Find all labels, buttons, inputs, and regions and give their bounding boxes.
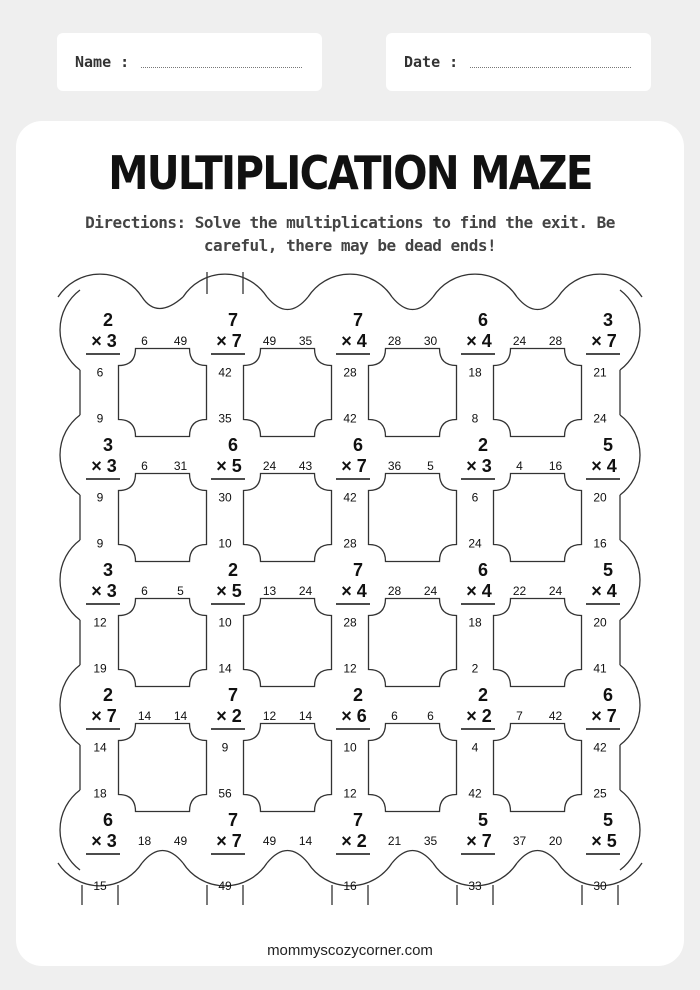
answer-option: 20 — [548, 834, 563, 848]
problem-top-number: 2 — [102, 685, 114, 705]
answer-option: 10 — [218, 615, 232, 630]
problem-multiplier: × 3 — [91, 831, 117, 851]
maze-island — [494, 349, 582, 437]
answer-option: 12 — [343, 786, 357, 801]
maze-wall-left-arc — [60, 540, 80, 620]
problem-top-number: 2 — [477, 435, 489, 455]
answer-option: 12 — [343, 661, 357, 676]
maze-island — [494, 599, 582, 687]
answer-option: 12 — [93, 615, 107, 630]
worksheet-title: MULTIPLICATION MAZE — [108, 146, 592, 200]
answer-option: 21 — [593, 365, 607, 380]
maze-wall-bottom-link — [267, 851, 308, 864]
answer-option: 42 — [343, 490, 357, 505]
problem-multiplier: × 4 — [341, 581, 367, 601]
problem-top-number: 7 — [227, 810, 239, 830]
answer-option: 21 — [387, 834, 402, 848]
problem-multiplier: × 5 — [216, 456, 242, 476]
maze-wall-left-arc — [60, 665, 80, 745]
answer-option: 14 — [173, 709, 188, 723]
maze-wall-bottom-link — [392, 851, 433, 864]
answer-option: 49 — [173, 834, 188, 848]
answer-option: 42 — [593, 740, 607, 755]
answer-option: 24 — [468, 536, 482, 551]
maze-wall-left-arc — [60, 790, 80, 870]
answer-option: 16 — [548, 459, 563, 473]
problem-top-number: 2 — [477, 685, 489, 705]
exit-answer: 49 — [218, 879, 232, 893]
answer-option: 20 — [593, 490, 607, 505]
answer-option: 24 — [512, 334, 527, 348]
maze-wall-top-arc — [58, 274, 142, 297]
answer-option: 41 — [593, 661, 607, 676]
maze-wall-top-arc — [558, 274, 642, 297]
answer-option: 18 — [468, 615, 482, 630]
answer-option: 14 — [298, 834, 313, 848]
answer-option: 43 — [298, 459, 313, 473]
exit-answer: 30 — [593, 879, 607, 893]
problem-top-number: 6 — [102, 810, 114, 830]
problem-top-number: 6 — [352, 435, 364, 455]
answer-option: 14 — [298, 709, 313, 723]
answer-option: 12 — [262, 709, 277, 723]
problem-multiplier: × 2 — [216, 706, 242, 726]
answer-option: 22 — [512, 584, 527, 598]
answer-option: 5 — [177, 584, 184, 598]
answer-option: 35 — [298, 334, 313, 348]
problem-top-number: 7 — [352, 560, 364, 580]
maze-island — [244, 474, 332, 562]
answer-option: 28 — [387, 584, 402, 598]
maze-island — [244, 599, 332, 687]
answer-option: 2 — [471, 661, 479, 676]
answer-option: 18 — [468, 365, 482, 380]
answer-option: 42 — [548, 709, 563, 723]
answer-option: 4 — [516, 459, 523, 473]
maze-wall-top-link — [392, 297, 433, 310]
answer-option: 6 — [391, 709, 398, 723]
answer-option: 6 — [96, 365, 104, 380]
answer-option: 7 — [516, 709, 523, 723]
problem-multiplier: × 4 — [591, 581, 617, 601]
maze-wall-right-arc — [620, 790, 640, 870]
answer-option: 13 — [262, 584, 277, 598]
maze-wall-right-arc — [620, 415, 640, 495]
maze-wall-right-arc — [620, 665, 640, 745]
problem-multiplier: × 4 — [591, 456, 617, 476]
answer-option: 37 — [512, 834, 527, 848]
answer-option: 30 — [218, 490, 232, 505]
problem-top-number: 3 — [602, 310, 614, 330]
problem-multiplier: × 4 — [466, 581, 492, 601]
answer-option: 24 — [593, 411, 607, 426]
answer-option: 42 — [468, 786, 482, 801]
problem-top-number: 5 — [477, 810, 489, 830]
problem-top-number: 7 — [352, 810, 364, 830]
maze-wall-top-arc — [433, 274, 517, 297]
maze-island — [244, 724, 332, 812]
problem-multiplier: × 4 — [341, 331, 367, 351]
answer-option: 42 — [218, 365, 232, 380]
maze-wall-left-arc — [60, 415, 80, 495]
maze-island — [369, 349, 457, 437]
problem-multiplier: × 3 — [91, 331, 117, 351]
exit-answer: 15 — [93, 879, 107, 893]
footer-website: mommyscozycorner.com — [267, 942, 433, 959]
answer-option: 56 — [218, 786, 232, 801]
answer-option: 49 — [262, 334, 277, 348]
maze-labels — [86, 310, 620, 893]
answer-option: 31 — [173, 459, 188, 473]
problem-multiplier: × 7 — [216, 831, 242, 851]
problem-multiplier: × 7 — [466, 831, 492, 851]
maze-island — [119, 474, 207, 562]
answer-option: 10 — [218, 536, 232, 551]
answer-option: 6 — [141, 334, 148, 348]
maze-island — [119, 599, 207, 687]
problem-multiplier: × 7 — [591, 706, 617, 726]
maze-wall-top-arc — [183, 274, 267, 297]
maze-wall-top-link — [267, 297, 308, 310]
problem-top-number: 5 — [602, 560, 614, 580]
maze-wall-bottom-link — [517, 851, 558, 864]
problem-top-number: 2 — [102, 310, 114, 330]
maze-wall-right-arc — [620, 540, 640, 620]
problem-top-number: 6 — [477, 560, 489, 580]
problem-top-number: 5 — [602, 435, 614, 455]
problem-top-number: 3 — [102, 560, 114, 580]
problem-top-number: 3 — [102, 435, 114, 455]
maze-wall-top-link — [142, 297, 183, 309]
problem-multiplier: × 4 — [466, 331, 492, 351]
answer-option: 16 — [593, 536, 607, 551]
answer-option: 6 — [471, 490, 479, 505]
answer-option: 9 — [96, 536, 104, 551]
maze-wall-top-link — [517, 297, 558, 310]
answer-option: 14 — [218, 661, 232, 676]
problem-multiplier: × 2 — [466, 706, 492, 726]
problem-multiplier: × 3 — [91, 456, 117, 476]
answer-option: 18 — [93, 786, 107, 801]
maze-wall-top-arc — [308, 274, 392, 297]
problem-top-number: 7 — [352, 310, 364, 330]
answer-option: 28 — [343, 365, 357, 380]
problem-multiplier: × 3 — [466, 456, 492, 476]
answer-option: 28 — [343, 615, 357, 630]
maze-island — [369, 474, 457, 562]
date-label: Date : — [404, 53, 459, 71]
maze-island — [369, 724, 457, 812]
answer-option: 24 — [262, 459, 277, 473]
problem-top-number: 7 — [227, 310, 239, 330]
answer-option: 35 — [423, 834, 438, 848]
problem-multiplier: × 5 — [591, 831, 617, 851]
answer-option: 8 — [471, 411, 479, 426]
problem-top-number: 7 — [227, 685, 239, 705]
answer-option: 4 — [471, 740, 479, 755]
answer-option: 5 — [427, 459, 434, 473]
exit-answer: 16 — [343, 879, 357, 893]
answer-option: 9 — [96, 490, 104, 505]
answer-option: 28 — [343, 536, 357, 551]
problem-multiplier: × 2 — [341, 831, 367, 851]
problem-multiplier: × 7 — [341, 456, 367, 476]
answer-option: 35 — [218, 411, 232, 426]
answer-option: 9 — [96, 411, 104, 426]
answer-option: 14 — [137, 709, 152, 723]
answer-option: 49 — [173, 334, 188, 348]
answer-option: 24 — [298, 584, 313, 598]
maze-island — [494, 724, 582, 812]
maze-island — [119, 349, 207, 437]
problem-multiplier: × 7 — [216, 331, 242, 351]
problem-multiplier: × 7 — [591, 331, 617, 351]
problem-top-number: 2 — [352, 685, 364, 705]
problem-top-number: 6 — [227, 435, 239, 455]
answer-option: 36 — [387, 459, 402, 473]
answer-option: 30 — [423, 334, 438, 348]
maze-wall-left-arc — [60, 290, 80, 370]
answer-option: 6 — [141, 459, 148, 473]
answer-option: 19 — [93, 661, 107, 676]
answer-option: 49 — [262, 834, 277, 848]
maze-island — [494, 474, 582, 562]
maze-wall-bottom-link — [142, 851, 183, 864]
maze-island — [119, 724, 207, 812]
answer-option: 9 — [221, 740, 229, 755]
maze-island — [369, 599, 457, 687]
answer-option: 25 — [593, 786, 607, 801]
problem-multiplier: × 7 — [91, 706, 117, 726]
answer-option: 28 — [387, 334, 402, 348]
answer-option: 24 — [548, 584, 563, 598]
exit-answer: 33 — [468, 879, 482, 893]
name-label: Name : — [75, 53, 130, 71]
directions-text: Directions: Solve the multiplications to find the exit. Be careful, there may be dead ends! — [85, 213, 615, 255]
problem-top-number: 6 — [602, 685, 614, 705]
answer-option: 42 — [343, 411, 357, 426]
answer-option: 14 — [93, 740, 107, 755]
maze-wall-right-arc — [620, 290, 640, 370]
problem-top-number: 6 — [477, 310, 489, 330]
maze-island — [244, 349, 332, 437]
answer-option: 20 — [593, 615, 607, 630]
problem-multiplier: × 6 — [341, 706, 367, 726]
problem-top-number: 5 — [602, 810, 614, 830]
answer-option: 6 — [141, 584, 148, 598]
problem-top-number: 2 — [227, 560, 239, 580]
answer-option: 28 — [548, 334, 563, 348]
answer-option: 24 — [423, 584, 438, 598]
problem-multiplier: × 3 — [91, 581, 117, 601]
answer-option: 10 — [343, 740, 357, 755]
answer-option: 18 — [137, 834, 152, 848]
problem-multiplier: × 5 — [216, 581, 242, 601]
answer-option: 6 — [427, 709, 434, 723]
